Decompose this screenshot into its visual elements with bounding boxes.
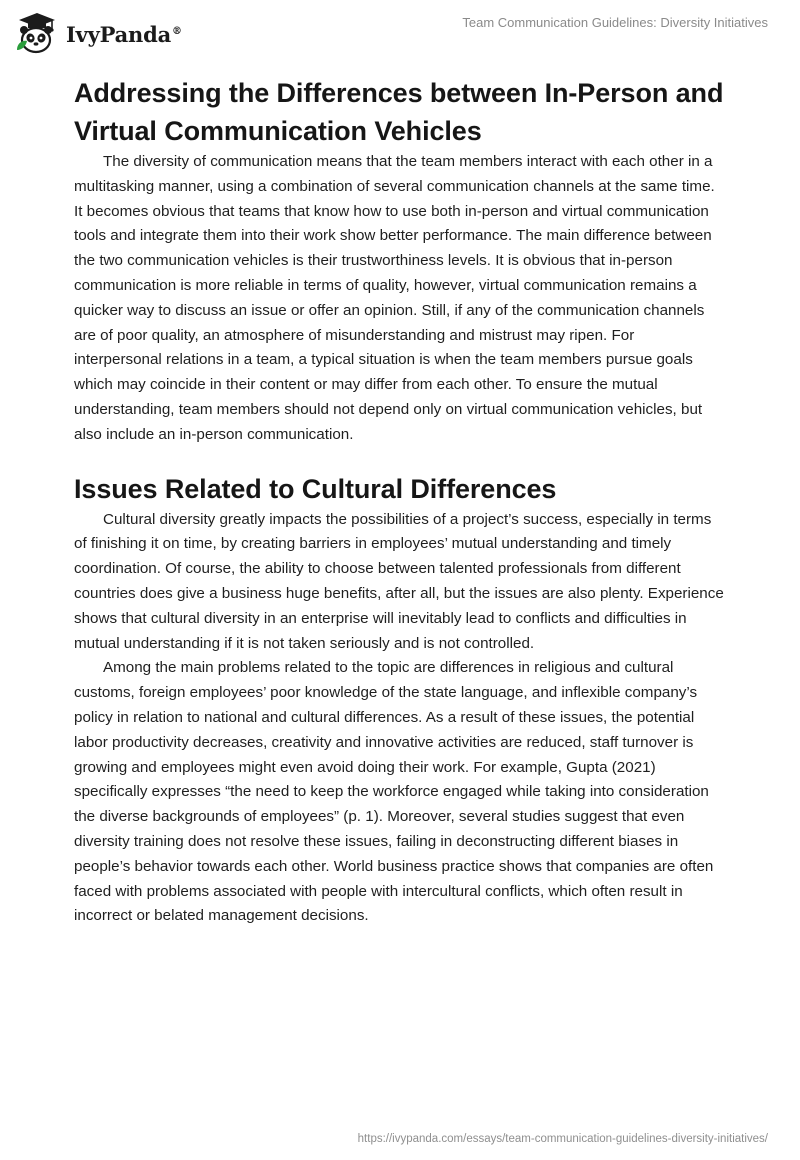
brand-logo[interactable]: [14, 10, 182, 56]
panda-graduate-logo-icon: [14, 10, 60, 56]
page-header: [0, 0, 800, 64]
paragraph: The diversity of communication means that the team members interact with each other in a multitasking manner, using a combination of several communication channels at the same time. It becomes obvious that teams that know how to use both in-person and virtual communication tools and integrate them into their work show better performance. The main difference between the two communication vehicles is their trustworthiness levels. It is obvious that in-person communication is more reliable in terms of quality, however, virtual communication remains a quicker way to discuss an issue or offer an opinion. Still, if any of the communication channels are of poor quality, an atmosphere of misunderstanding and mistrust may ripen. For interpersonal relations in a team, a typical situation is when the team members pursue goals which may coincide in their content or may differ from each other. To ensure the mutual understanding, team members should not depend only on virtual communication vehicles, but also include an in-person communication.: [74, 153, 715, 443]
document-title: Team Communication Guidelines: Diversity Initiatives: [462, 15, 768, 30]
brand-name: IvyPanda®: [66, 21, 182, 47]
paragraph: Cultural diversity greatly impacts the possibilities of a project’s success, especially in terms of finishing it on time, by creating barriers in employees’ mutual understanding and timely coordination. Of course, the ability to choose between talented professionals from different countries does give a business huge benefits, after all, but the issues are also plenty. Experience shows that cultural diversity in an enterprise will inevitably lead to conflicts and difficulties in mutual understanding if it is not taken seriously and is not controlled.: [74, 510, 724, 652]
section-heading-communication-vehicles: Addressing the Differences between In-Person and Virtual Communication Vehicles: [74, 78, 724, 146]
paragraph: Among the main problems related to the topic are differences in religious and cultural customs, foreign employees’ poor knowledge of the state language, and inflexible company’s policy in relation to national and cultural differences. As a result of these issues, the potential labor productivity decreases, creativity and innovative activities are reduced, staff turnover is growing and employees might even avoid doing their work. For example, Gupta (2021) specifically expresses “the need to keep the workforce engaged while taking into consideration the diverse backgrounds of employees” (p. 1). Moreover, several studies suggest that even diversity training does not resolve these issues, failing in deconstructing different biases in people’s behavior towards each other. World business practice shows that companies are often faced with problems associated with people with intercultural conflicts, which often result in incorrect or belated management decisions.: [74, 659, 714, 925]
essay-content: [74, 74, 726, 929]
registered-mark: ®: [172, 25, 182, 37]
source-url[interactable]: https://ivypanda.com/essays/team-communication-guidelines-diversity-initiatives/: [357, 1133, 768, 1145]
section-heading-cultural-differences: Issues Related to Cultural Differences: [74, 473, 557, 504]
